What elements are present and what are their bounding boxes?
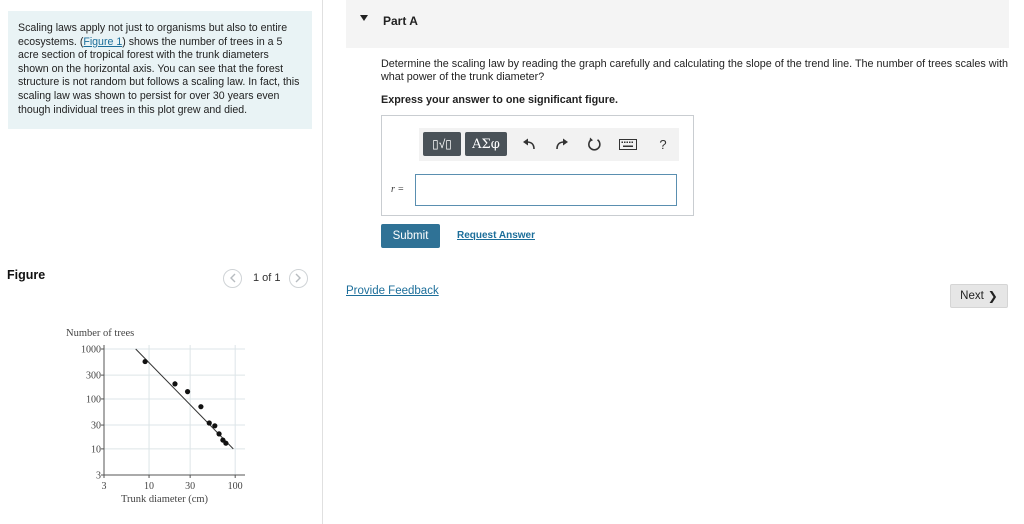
x-axis-title: Trunk diameter (cm) [120,494,209,505]
intro-text-start: Scaling laws apply not just to organisms but also to entire ecosystems. ( [18,22,288,48]
data-point [185,389,190,394]
reset-button[interactable] [585,134,603,154]
next-figure-button[interactable] [289,269,308,288]
data-point [223,441,228,446]
collapse-caret-icon[interactable] [360,15,368,21]
y-axis-title: Number of trees [66,328,135,339]
x-tick-label: 30 [185,481,196,492]
reset-icon [587,137,602,152]
keyboard-icon [619,139,637,150]
figure-title: Figure [7,268,46,282]
templates-icon: ▯√▯ [432,137,452,151]
data-point [212,423,217,428]
intro-text-end: ) shows the number of trees in a 5 acre section of tropical forest with the trunk diameters shown on the horizontal axis. You can see that the forest structure is not random but follows a scaling law. In fact, this scaling law was shown to persist for over 30 years even though individual trees in this plot grew and died. [18,35,300,116]
y-tick-label: 10 [91,444,101,456]
next-label: Next [960,290,984,302]
redo-button[interactable] [553,134,571,154]
chevron-left-icon [229,273,237,283]
x-tick-label: 10 [144,481,155,492]
y-tick-label: 3 [96,470,101,482]
problem-intro [8,11,312,129]
data-point [143,359,148,364]
question-text: Determine the scaling law by reading the graph carefully and calculating the slope of the trend line. The number of trees scales with what power of the trunk diameter? [381,58,1008,83]
undo-icon [522,138,536,150]
submit-button[interactable]: Submit [381,224,440,248]
data-point [216,431,221,436]
pager-text: 1 of 1 [253,272,281,284]
answer-box [381,115,694,216]
redo-icon [555,138,569,150]
x-tick-label: 100 [227,481,243,492]
y-tick-label: 1000 [81,344,101,356]
undo-button[interactable] [520,134,538,154]
figure-pager [223,268,308,288]
help-button[interactable] [654,134,672,154]
answer-instruction: Express your answer to one significant figure. [381,94,618,106]
data-point [198,404,203,409]
left-panel [0,0,322,524]
templates-button[interactable] [423,132,461,156]
provide-feedback-link[interactable]: Provide Feedback [346,285,439,297]
panel-divider [322,0,323,524]
x-tick-label: 3 [101,481,107,492]
y-tick-label: 300 [86,370,101,382]
greek-symbols-label: ΑΣφ [472,136,500,152]
figure-link[interactable]: Figure 1 [83,35,123,48]
next-button[interactable] [950,284,1008,308]
greek-symbols-button[interactable] [465,132,507,156]
variable-label: r = [391,184,405,195]
request-answer-link[interactable]: Request Answer [457,230,535,241]
part-title: Part A [383,14,418,28]
keyboard-button[interactable] [617,134,639,154]
prev-figure-button[interactable] [223,269,242,288]
data-point [172,381,177,386]
chevron-right-icon: ❯ [987,289,998,303]
y-tick-label: 100 [86,394,101,406]
help-icon: ? [659,136,667,152]
chevron-right-icon [294,273,302,283]
math-toolbar [419,128,679,161]
data-point [207,420,212,425]
answer-input[interactable] [415,174,677,206]
part-header[interactable] [346,0,1009,48]
scaling-chart [52,322,262,512]
y-tick-label: 30 [91,420,101,432]
